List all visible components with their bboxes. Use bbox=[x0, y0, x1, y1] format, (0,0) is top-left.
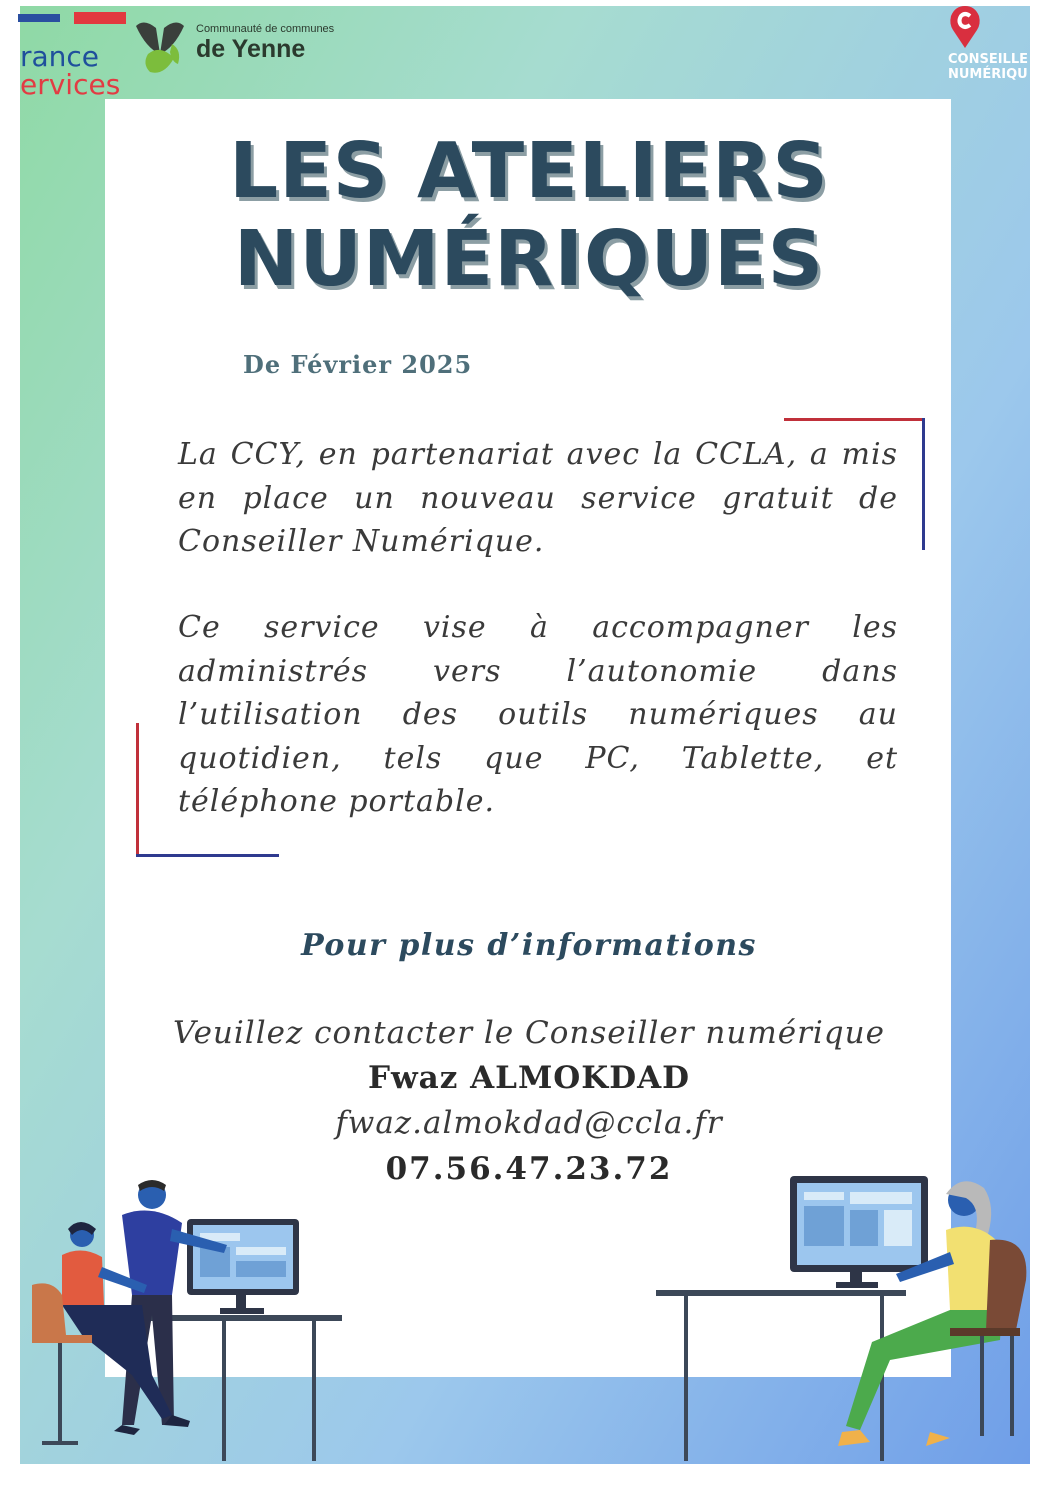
corner-line-top bbox=[784, 418, 924, 421]
cn-line2: NUMÉRIQU bbox=[948, 67, 1028, 82]
ccy-logo-title: de Yenne bbox=[196, 35, 306, 63]
corner-line-left bbox=[136, 723, 139, 857]
page-title bbox=[0, 128, 1058, 304]
conseiller-numerique-logo-text bbox=[948, 52, 1028, 82]
contact-email: fwaz.almokdad@ccla.fr bbox=[335, 1105, 723, 1141]
corner-line-bottom bbox=[136, 854, 279, 857]
info-heading: Pour plus d’informations bbox=[301, 928, 757, 963]
ccy-leaf-icon bbox=[134, 14, 186, 78]
ccy-logo-subtitle: Communauté de communes bbox=[196, 23, 335, 35]
title-line2: NUMÉRIQUES bbox=[233, 215, 825, 304]
map-pin-icon bbox=[947, 4, 983, 48]
contact-phone: 07.56.47.23.72 bbox=[385, 1151, 673, 1187]
marianne-icon bbox=[18, 14, 60, 22]
service-paragraph: Ce service vise à accompagner les administrés vers l’autonomie dans l’utilisation des outils numériques au quotidien, tels que PC, Tablette, et téléphone portable. bbox=[178, 610, 898, 819]
title-line1: LES ATELIERS bbox=[229, 127, 829, 216]
contact-name: Fwaz ALMOKDAD bbox=[367, 1060, 691, 1096]
corner-line-right bbox=[922, 418, 925, 550]
people-at-computer-illustration bbox=[22, 1175, 352, 1465]
france-services-line2: ervices bbox=[20, 68, 121, 101]
france-services-line1: rance bbox=[20, 40, 100, 73]
contact-line: Veuillez contacter le Conseiller numérique bbox=[173, 1015, 885, 1051]
date-subtitle: De Février 2025 bbox=[243, 350, 473, 379]
woman-at-computer-illustration bbox=[650, 1170, 1040, 1465]
flag-stripe-icon bbox=[74, 12, 126, 24]
cn-line1: CONSEILLE bbox=[948, 52, 1028, 67]
intro-paragraph: La CCY, en partenariat avec la CCLA, a mis en place un nouveau service gratuit de Conseiller Numérique. bbox=[178, 437, 898, 559]
